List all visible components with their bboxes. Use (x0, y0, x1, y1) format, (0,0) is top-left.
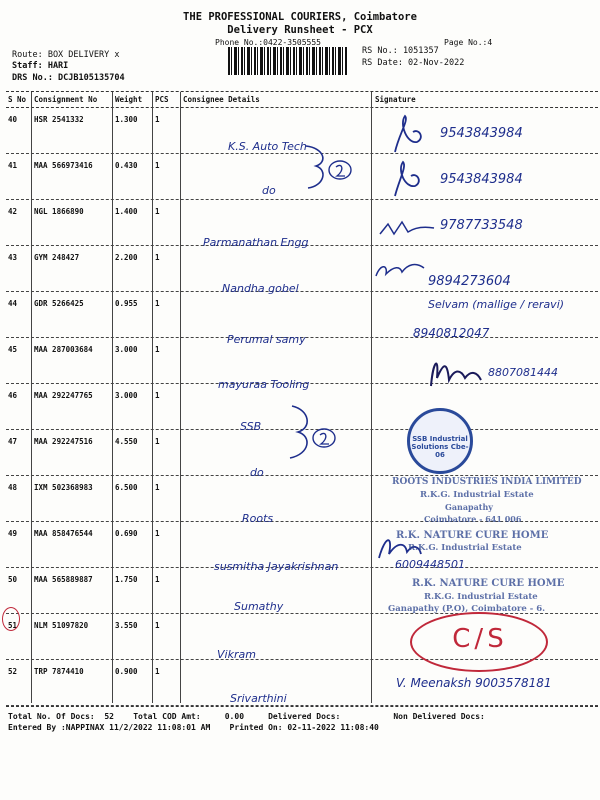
phone-number: Phone No.:0422-3505555 (215, 38, 321, 47)
row-weight: 0.900 (115, 667, 138, 676)
signature-scribble (425, 350, 485, 390)
row-sno: 40 (8, 115, 18, 124)
row-sno: 44 (8, 299, 18, 308)
row-consignment: MAA 566973416 (34, 161, 93, 170)
row-weight: 6.500 (115, 483, 138, 492)
roots-stamp-name: ROOTS INDUSTRIES INDIA LIMITED (392, 477, 582, 487)
row-weight: 0.955 (115, 299, 138, 308)
footer-rule (6, 706, 598, 707)
signature-phone: 8940812047 (413, 326, 490, 340)
nature-cure-stamp-address: R.K.G. Industrial Estate (424, 592, 538, 602)
row-weight: 1.300 (115, 115, 138, 124)
row-sno: 47 (8, 437, 18, 446)
roots-stamp-address: R.K.G. Industrial Estate (420, 490, 534, 500)
row-consignment: MAA 287003684 (34, 345, 93, 354)
row-pcs: 1 (155, 253, 160, 262)
ssb-seal-text: SSB Industrial Solutions Cbe-06 (411, 435, 469, 459)
row-consignment: MAA 858476544 (34, 529, 93, 538)
row-consignment: GYM 248427 (34, 253, 80, 262)
roots-stamp-address: Ganapathy (445, 502, 493, 512)
row-consignment: HSR 2541332 (34, 115, 84, 124)
row-consignment: IXM 502368983 (34, 483, 93, 492)
row-weight: 1.400 (115, 207, 138, 216)
row-sno: 49 (8, 529, 18, 538)
row-sno: 46 (8, 391, 18, 400)
nature-cure-stamp-name: R.K. NATURE CURE HOME (396, 530, 549, 541)
roots-stamp-address: Coimbatore - 641 006 (424, 514, 522, 524)
row-pcs: 1 (155, 667, 160, 676)
row-pcs: 1 (155, 345, 160, 354)
signature-scribble (385, 114, 435, 154)
scribble-mark (282, 402, 342, 462)
signature-name: Selvam (mallige / reravi) (428, 298, 565, 311)
signature-phone: 6009448501 (395, 558, 465, 571)
row-consignment: MAA 292247765 (34, 391, 93, 400)
signature-phone: 9543843984 (440, 172, 523, 187)
consignee-handwritten: Sumathy (234, 600, 284, 613)
row-consignment: NLM 51097820 (34, 621, 89, 630)
row-sno: 41 (8, 161, 18, 170)
signature-phone: 9894273604 (428, 274, 511, 289)
row-pcs: 1 (155, 575, 160, 584)
company-title: THE PROFESSIONAL COURIERS, Coimbatore (183, 11, 417, 23)
row-pcs: 1 (155, 437, 160, 446)
row-sno: 43 (8, 253, 18, 262)
barcode (228, 47, 348, 75)
row-weight: 2.200 (115, 253, 138, 262)
consignee-handwritten: mayuraa Tooling (218, 378, 310, 391)
consignee-handwritten: Perumal samy (227, 333, 306, 346)
col-header-pcs: PCS (155, 95, 169, 104)
nature-cure-stamp-address: Ganapathy (P.O), Coimbatore - 6. (388, 604, 546, 614)
consignee-handwritten: do (262, 184, 276, 197)
cs-annotation-text: C/S (452, 624, 508, 654)
route-label: Route: BOX DELIVERY x (12, 50, 120, 60)
consignee-handwritten: Srivarthini (230, 692, 287, 705)
row-sno: 45 (8, 345, 18, 354)
rs-date: RS Date: 02-Nov-2022 (362, 58, 465, 68)
row-weight: 1.750 (115, 575, 138, 584)
nature-cure-stamp-name: R.K. NATURE CURE HOME (412, 578, 565, 589)
signature-scribble (378, 218, 438, 242)
signature-scribble (385, 160, 435, 198)
row-consignment: GDR 5266425 (34, 299, 84, 308)
row-weight: 0.430 (115, 161, 138, 170)
scribble-mark (298, 140, 358, 192)
signature-name-phone: V. Meenaksh 9003578181 (396, 676, 552, 690)
row-highlight-circle (2, 607, 20, 631)
signature-phone: 9787733548 (440, 218, 523, 233)
nature-cure-stamp-address: R.K.G. Industrial Estate (408, 543, 522, 553)
col-header-consignee: Consignee Details (183, 95, 260, 104)
row-weight: 0.690 (115, 529, 138, 538)
footer-entry-info: Entered By :NAPPINAX 11/2/2022 11:08:01 AM Printed On: 02-11-2022 11:08:40 (8, 723, 379, 732)
col-header-weight: Weight (115, 95, 143, 104)
row-pcs: 1 (155, 161, 160, 170)
row-pcs: 1 (155, 299, 160, 308)
row-sno: 52 (8, 667, 18, 676)
signature-phone: 9543843984 (440, 126, 523, 141)
row-sno: 51 (8, 621, 18, 630)
signature-phone: 8807081444 (488, 366, 558, 379)
row-consignment: NGL 1866890 (34, 207, 84, 216)
row-weight: 3.000 (115, 345, 138, 354)
staff-label: Staff: HARI (12, 61, 69, 71)
row-pcs: 1 (155, 115, 160, 124)
ssb-seal-stamp (407, 408, 473, 474)
row-sno: 50 (8, 575, 18, 584)
col-header-sno: S No (8, 95, 27, 104)
col-header-consignment: Consignment No (34, 95, 98, 104)
row-pcs: 1 (155, 529, 160, 538)
header-top-rule (6, 91, 598, 92)
row-weight: 4.550 (115, 437, 138, 446)
footer-totals: Total No. Of Docs: 52 Total COD Amt: 0.00 Delivered Docs: Non Delivered Docs: (8, 712, 485, 721)
consignee-handwritten: Roots (242, 512, 274, 525)
row-sno: 48 (8, 483, 18, 492)
row-sno: 42 (8, 207, 18, 216)
row-pcs: 1 (155, 391, 160, 400)
row-weight: 3.550 (115, 621, 138, 630)
consignee-handwritten: susmitha Jayakrishnan (214, 560, 339, 573)
runsheet-subtitle: Delivery Runsheet - PCX (227, 24, 373, 36)
row-consignment: MAA 565889887 (34, 575, 93, 584)
row-consignment: TRP 7874410 (34, 667, 84, 676)
col-header-signature: Signature (375, 95, 416, 104)
consignee-handwritten: Vikram (217, 648, 256, 661)
row-pcs: 1 (155, 483, 160, 492)
consignee-handwritten: K.S. Auto Tech (228, 140, 307, 153)
row-pcs: 1 (155, 621, 160, 630)
signature-scribble (372, 258, 432, 280)
row-pcs: 1 (155, 207, 160, 216)
consignee-handwritten: Parmanathan Engg (203, 236, 309, 249)
consignee-handwritten: Nandha gobel (222, 282, 299, 295)
row-weight: 3.000 (115, 391, 138, 400)
consignee-handwritten: SSB (240, 420, 262, 433)
consignee-handwritten: do (250, 466, 264, 479)
page-number: Page No.:4 (444, 38, 493, 47)
drs-number: DRS No.: DCJB105135704 (12, 73, 125, 83)
row-consignment: MAA 292247516 (34, 437, 93, 446)
rs-number: RS No.: 1051357 (362, 46, 439, 56)
